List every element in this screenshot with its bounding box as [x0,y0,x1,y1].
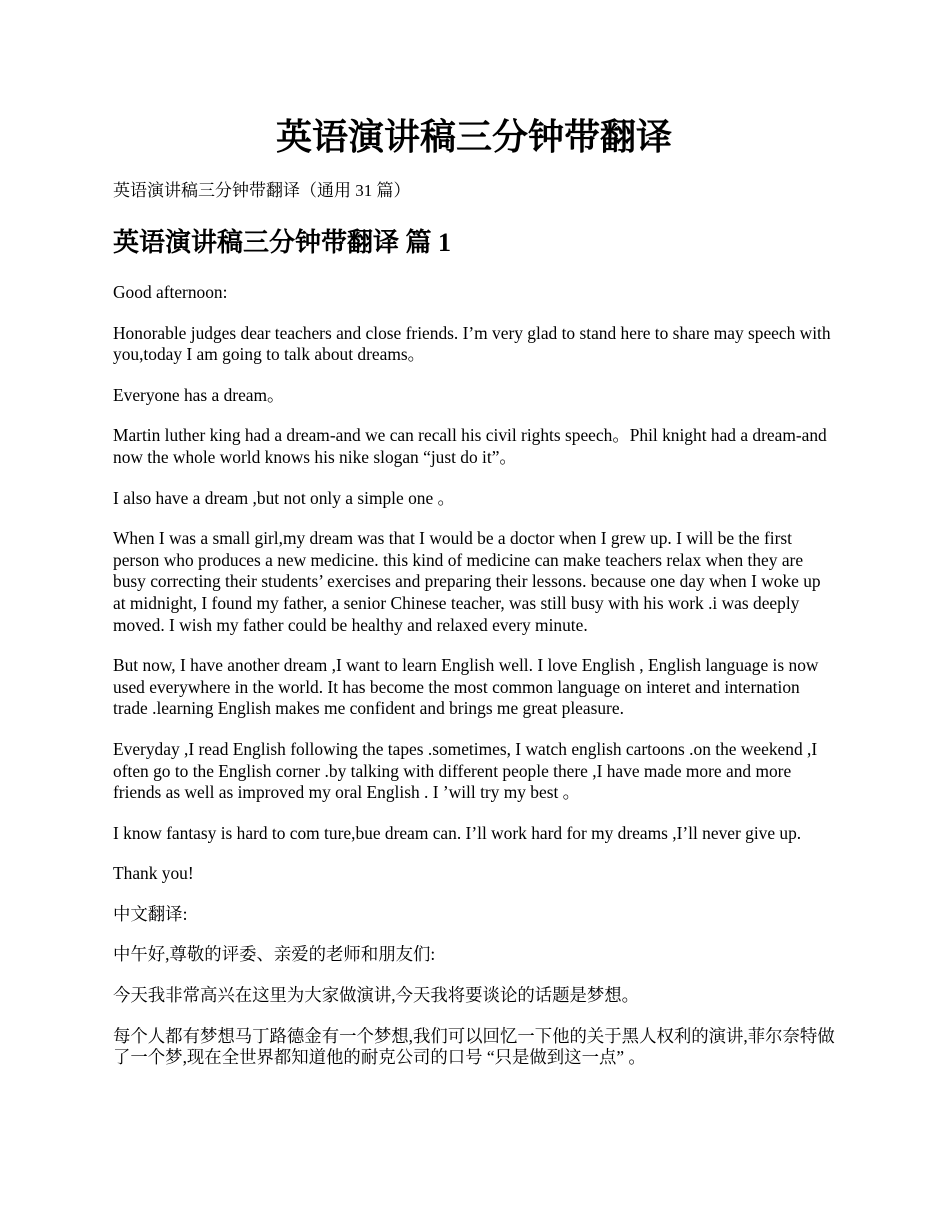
paragraph: Honorable judges dear teachers and close friends. I’m very glad to stand here to share may speech with you,today I am going to talk about dreams。 [113,322,831,365]
paragraph: I know fantasy is hard to com ture,bue dream can. I’ll work hard for my dreams ,I’ll never give up. [113,822,802,843]
paragraph: Martin luther king had a dream-and we can recall his civil rights speech。Phil knight had a dream-and now the whole world knows his nike slogan “just do it”。 [113,425,827,467]
document-body [113,282,835,1088]
paragraph: Thank you! [113,863,194,884]
paragraph: Good afternoon: [113,282,228,302]
paragraph: 中文翻译: [113,903,188,924]
section-heading: 英语演讲稿三分钟带翻译 篇 1 [113,228,452,257]
paragraph: But now, I have another dream ,I want to learn English well. I love English , English language is now used everywhere in the world. It has become the most common language on interet and internation trade .learning English makes me confident and brings me great pleasure. [113,655,819,719]
paragraph: 每个人都有梦想马丁路德金有一个梦想,我们可以回忆一下他的关于黑人权利的演讲,菲尔奈特做了一个梦,现在全世界都知道他的耐克公司的口号 “只是做到这一点” 。 [113,1025,835,1068]
paragraph: Everyday ,I read English following the tapes .sometimes, I watch english cartoons .on the weekend ,I often go to the English corner .by talking with different people there ,I have made more and more friends as well as improved my oral English . I ’will try my best 。 [113,738,818,803]
paragraph: Everyone has a dream。 [113,384,285,405]
document-subtitle: 英语演讲稿三分钟带翻译（通用 31 篇） [113,181,411,200]
paragraph: I also have a dream ,but not only a simple one 。 [113,487,455,508]
paragraph: 中午好,尊敬的评委、亲爱的老师和朋友们: [113,944,436,965]
paragraph: 今天我非常高兴在这里为大家做演讲,今天我将要谈论的话题是梦想。 [113,985,640,1006]
paragraph: When I was a small girl,my dream was that I would be a doctor when I grew up. I will be the first person who produces a new medicine. this kind of medicine can make teachers relax when they are busy correcting their students’ exercises and preparing their lessons. because one day when I woke up at midnight, I found my father, a senior Chinese teacher, was still busy with his work .i was deeply moved. I wish my father could be healthy and relaxed every minute. [113,528,821,635]
document-title: 英语演讲稿三分钟带翻译 [275,117,672,157]
